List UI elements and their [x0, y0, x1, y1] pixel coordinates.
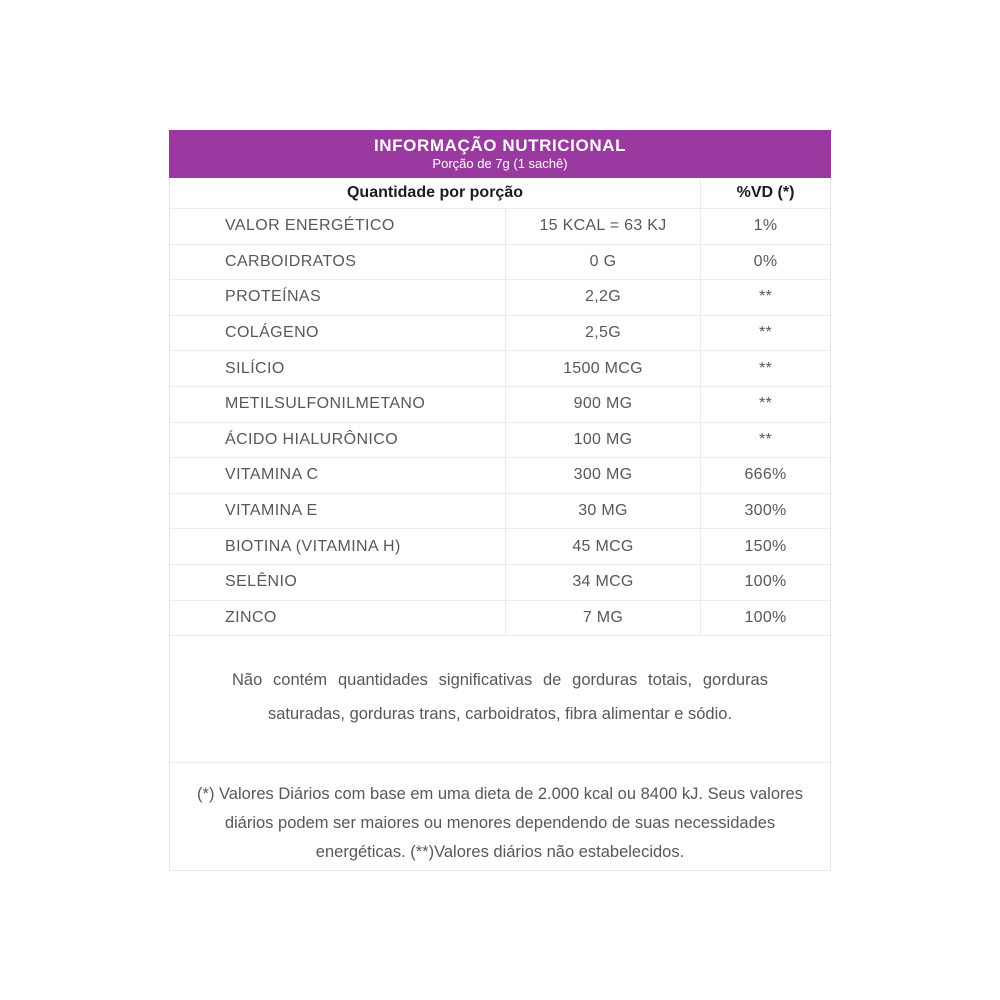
- nutrient-name: SILÍCIO: [225, 359, 285, 377]
- nutrient-row: [170, 244, 830, 280]
- nutrient-quantity: 100 MG: [505, 423, 700, 458]
- nutrient-row: [170, 208, 830, 244]
- label-header: [169, 130, 831, 178]
- nutrient-quantity: 1500 MCG: [505, 351, 700, 386]
- nutrient-dv: 300%: [700, 494, 830, 529]
- label-subtitle: Porção de 7g (1 sachê): [432, 156, 568, 171]
- nutrient-dv: 1%: [700, 209, 830, 244]
- nutrient-quantity: 45 MCG: [505, 529, 700, 564]
- nutrient-dv: **: [700, 280, 830, 315]
- label-body: [169, 178, 831, 871]
- nutrient-name: VITAMINA E: [225, 502, 318, 520]
- note-daily-values: (*) Valores Diários com base em uma dieta de 2.000 kcal ou 8400 kJ. Seus valores diários podem ser maiores ou menores dependendo de suas necessidades energéticas. (**)Valores diários não estabelecidos.: [170, 762, 830, 870]
- nutrient-quantity: 7 MG: [505, 601, 700, 636]
- note-no-significant-amounts: Não contém quantidades significativas de gorduras totais, gorduras saturadas, gorduras trans, carboidratos, fibra alimentar e sódio.: [170, 635, 830, 762]
- nutrient-name: ÁCIDO HIALURÔNICO: [225, 430, 399, 448]
- nutrient-name: VALOR ENERGÉTICO: [225, 217, 395, 235]
- nutrient-row: [170, 422, 830, 458]
- nutrient-row: [170, 493, 830, 529]
- nutrient-quantity: 0 G: [505, 245, 700, 280]
- nutrient-row: [170, 528, 830, 564]
- nutrition-label: [169, 130, 831, 871]
- nutrient-name: SELÊNIO: [225, 573, 298, 591]
- nutrient-dv: **: [700, 351, 830, 386]
- nutrient-dv: 0%: [700, 245, 830, 280]
- nutrient-quantity: 30 MG: [505, 494, 700, 529]
- nutrient-name: COLÁGENO: [225, 324, 319, 342]
- column-header-row: [170, 178, 830, 208]
- nutrient-quantity: 900 MG: [505, 387, 700, 422]
- nutrient-dv: 150%: [700, 529, 830, 564]
- nutrient-row: [170, 386, 830, 422]
- nutrient-row: [170, 564, 830, 600]
- nutrient-quantity: 2,5G: [505, 316, 700, 351]
- label-title: INFORMAÇÃO NUTRICIONAL: [373, 136, 627, 155]
- nutrient-row: [170, 600, 830, 636]
- nutrient-name: PROTEÍNAS: [225, 288, 322, 306]
- nutrient-row: [170, 315, 830, 351]
- nutrient-name: METILSULFONILMETANO: [225, 395, 426, 413]
- nutrient-name: ZINCO: [225, 608, 277, 626]
- nutrient-row: [170, 457, 830, 493]
- nutrient-quantity: 2,2G: [505, 280, 700, 315]
- nutrient-quantity: 34 MCG: [505, 565, 700, 600]
- nutrient-quantity: 300 MG: [505, 458, 700, 493]
- nutrient-row: [170, 350, 830, 386]
- nutrient-row: [170, 279, 830, 315]
- dv-column-header: %VD (*): [700, 178, 830, 208]
- quantity-column-header: Quantidade por porção: [346, 184, 523, 201]
- nutrient-name: BIOTINA (VITAMINA H): [225, 537, 401, 555]
- nutrient-name: CARBOIDRATOS: [225, 252, 357, 270]
- nutrient-dv: 100%: [700, 601, 830, 636]
- nutrient-dv: **: [700, 316, 830, 351]
- nutrient-dv: **: [700, 423, 830, 458]
- nutrient-dv: 100%: [700, 565, 830, 600]
- nutrient-dv: **: [700, 387, 830, 422]
- nutrient-name: VITAMINA C: [225, 466, 319, 484]
- nutrient-dv: 666%: [700, 458, 830, 493]
- nutrient-quantity: 15 KCAL = 63 KJ: [505, 209, 700, 244]
